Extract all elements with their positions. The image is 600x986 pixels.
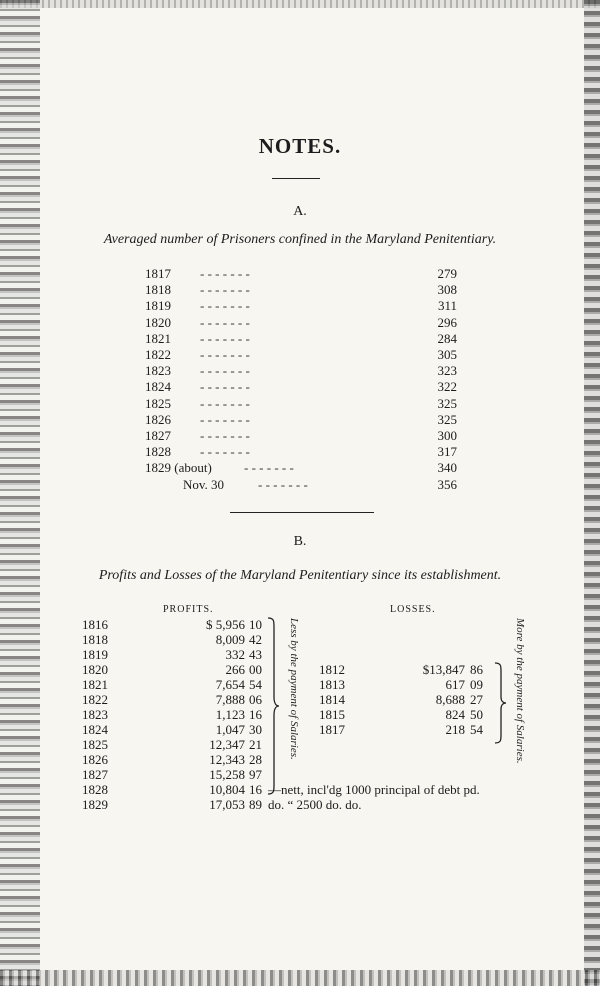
profit-cents: 28 (249, 752, 262, 767)
prisoner-count: 279 (437, 266, 457, 281)
loss-row (0, 662, 600, 677)
loss-amount: $13,847 (422, 662, 465, 677)
loss-year: 1812 (319, 662, 345, 677)
prisoner-row (0, 477, 600, 493)
profit-amount: 17,053 (209, 797, 245, 812)
prisoner-year: 1819 (145, 298, 171, 314)
prisoner-row (0, 379, 600, 395)
leader-dots: - - - - - - - (258, 476, 308, 492)
prisoner-row (0, 363, 600, 379)
loss-year: 1813 (319, 677, 345, 692)
profit-year: 1824 (82, 722, 108, 737)
prisoner-count: 340 (437, 460, 457, 476)
profit-amount: 7,654 (215, 677, 245, 692)
profit-amount: 7,888 (215, 692, 245, 707)
profit-cents: 89 (249, 797, 262, 812)
loss-cents: 50 (470, 707, 483, 722)
prisoner-year: 1822 (145, 347, 171, 362)
prisoner-count: 305 (437, 347, 457, 362)
profit-year: 1822 (82, 692, 108, 707)
prisoner-year: Nov. 30 (183, 476, 225, 492)
section-a-letter: A. (293, 204, 307, 219)
page-edge-top (0, 0, 600, 8)
profit-row (0, 617, 600, 632)
leader-dots: - - - - - - - (200, 347, 250, 362)
left-side-note: Less by the payment of Salaries. (288, 618, 300, 760)
losses-column-header: LOSSES. (390, 604, 436, 615)
section-b-letter: B. (293, 534, 307, 549)
profit-year: 1816 (82, 617, 108, 632)
profit-amount: 332 (225, 647, 245, 662)
loss-amount: 218 (445, 722, 465, 737)
profit-amount: 10,804 (209, 782, 245, 797)
profit-note: —nett, incl'dg 1000 principal of debt pd. (268, 782, 480, 797)
profit-amount: 12,347 (209, 737, 245, 752)
profit-row (0, 797, 600, 812)
page-title: NOTES. (258, 134, 342, 158)
profit-year: 1823 (82, 707, 108, 722)
loss-amount: 617 (445, 677, 465, 692)
profit-row (0, 647, 600, 662)
leader-dots: - - - - - - - (200, 444, 250, 460)
prisoner-year: 1827 (145, 428, 171, 443)
profit-year: 1820 (82, 662, 108, 677)
leader-dots: - - - - - - - (200, 266, 250, 281)
leader-dots: - - - - - - - (244, 460, 294, 476)
prisoner-year: 1826 (145, 411, 171, 427)
profit-year: 1819 (82, 647, 108, 662)
prisoner-row (0, 282, 600, 298)
profit-year: 1827 (82, 767, 108, 782)
loss-row (0, 677, 600, 692)
loss-year: 1815 (319, 707, 345, 722)
prisoner-row (0, 347, 600, 363)
loss-amount: 824 (445, 707, 465, 722)
leader-dots: - - - - - - - (200, 314, 250, 330)
profit-row (0, 632, 600, 647)
prisoner-count: 300 (437, 428, 457, 443)
prisoner-count: 284 (437, 330, 457, 346)
section-a-heading: Averaged number of Prisoners confined in the Maryland Penitentiary. (103, 232, 497, 247)
prisoner-year: 1817 (145, 266, 171, 281)
loss-cents: 09 (470, 677, 483, 692)
prisoner-count: 325 (437, 411, 457, 427)
prisoner-count: 311 (437, 298, 457, 314)
left-brace (266, 617, 280, 795)
prisoner-count: 322 (437, 379, 457, 395)
right-side-note: More by the payment of Salaries. (514, 618, 526, 764)
section-b-heading: Profits and Losses of the Maryland Penitentiary since its establishment. (98, 568, 502, 583)
prisoner-count: 323 (437, 363, 457, 379)
profit-row (0, 752, 600, 767)
prisoner-row (0, 331, 600, 347)
leader-dots: - - - - - - - (200, 330, 250, 346)
prisoner-count: 325 (437, 395, 457, 411)
profit-amount: 12,343 (209, 752, 245, 767)
profit-cents: 30 (249, 722, 262, 737)
profit-cents: 21 (249, 737, 262, 752)
prisoner-count: 356 (437, 476, 457, 492)
profit-row (0, 767, 600, 782)
prisoner-row (0, 412, 600, 428)
profit-cents: 16 (249, 707, 262, 722)
profit-row (0, 782, 600, 797)
prisoner-year: 1818 (145, 282, 171, 298)
loss-year: 1817 (319, 722, 345, 737)
profit-amount: 1,047 (215, 722, 245, 737)
profit-year: 1818 (82, 632, 108, 647)
profit-cents: 54 (249, 677, 262, 692)
loss-amount: 8,688 (435, 692, 465, 707)
profit-year: 1829 (82, 797, 108, 812)
prisoner-year: 1828 (145, 444, 171, 460)
loss-cents: 54 (470, 722, 483, 737)
loss-row (0, 722, 600, 737)
prisoner-row (0, 266, 600, 282)
right-brace (493, 662, 507, 744)
loss-row (0, 692, 600, 707)
profit-note: do. “ 2500 do. do. (268, 797, 362, 812)
prisoner-count: 296 (437, 314, 457, 330)
prisoner-row (0, 315, 600, 331)
profit-year: 1825 (82, 737, 108, 752)
prisoner-year: 1824 (145, 379, 171, 395)
prisoner-year: 1820 (145, 314, 171, 330)
leader-dots: - - - - - - - (200, 379, 250, 395)
loss-row (0, 707, 600, 722)
title-divider (272, 178, 320, 179)
profit-cents: 43 (249, 647, 262, 662)
prisoner-year: 1823 (145, 363, 171, 379)
prisoner-count: 317 (437, 444, 457, 460)
profit-cents: 00 (249, 662, 262, 677)
profit-amount: 8,009 (215, 632, 245, 647)
section-divider (230, 512, 374, 513)
profit-cents: 10 (249, 617, 262, 632)
leader-dots: - - - - - - - (200, 395, 250, 411)
profit-cents: 97 (249, 767, 262, 782)
leader-dots: - - - - - - - (200, 298, 250, 314)
profit-year: 1826 (82, 752, 108, 767)
profit-amount: 15,258 (209, 767, 245, 782)
prisoner-year: 1825 (145, 395, 171, 411)
profit-cents: 06 (249, 692, 262, 707)
profit-row (0, 737, 600, 752)
prisoner-row (0, 444, 600, 460)
leader-dots: - - - - - - - (200, 428, 250, 443)
prisoner-year: 1821 (145, 330, 171, 346)
leader-dots: - - - - - - - (200, 363, 250, 379)
page-edge-bottom (0, 970, 600, 986)
profit-amount: 266 (225, 662, 245, 677)
prisoner-year: 1829 (about) (145, 460, 212, 476)
prisoner-row (0, 396, 600, 412)
prisoner-count: 308 (437, 282, 457, 298)
loss-year: 1814 (319, 692, 345, 707)
profits-column-header: PROFITS. (163, 604, 214, 615)
prisoner-row (0, 428, 600, 444)
profit-amount: 1,123 (215, 707, 245, 722)
leader-dots: - - - - - - - (200, 411, 250, 427)
profit-year: 1828 (82, 782, 108, 797)
loss-cents: 86 (470, 662, 483, 677)
profit-amount: $ 5,956 (206, 617, 245, 632)
prisoner-row (0, 298, 600, 314)
leader-dots: - - - - - - - (200, 282, 250, 298)
profit-year: 1821 (82, 677, 108, 692)
profit-cents: 16 (249, 782, 262, 797)
profit-cents: 42 (249, 632, 262, 647)
prisoner-row (0, 460, 600, 476)
loss-cents: 27 (470, 692, 483, 707)
